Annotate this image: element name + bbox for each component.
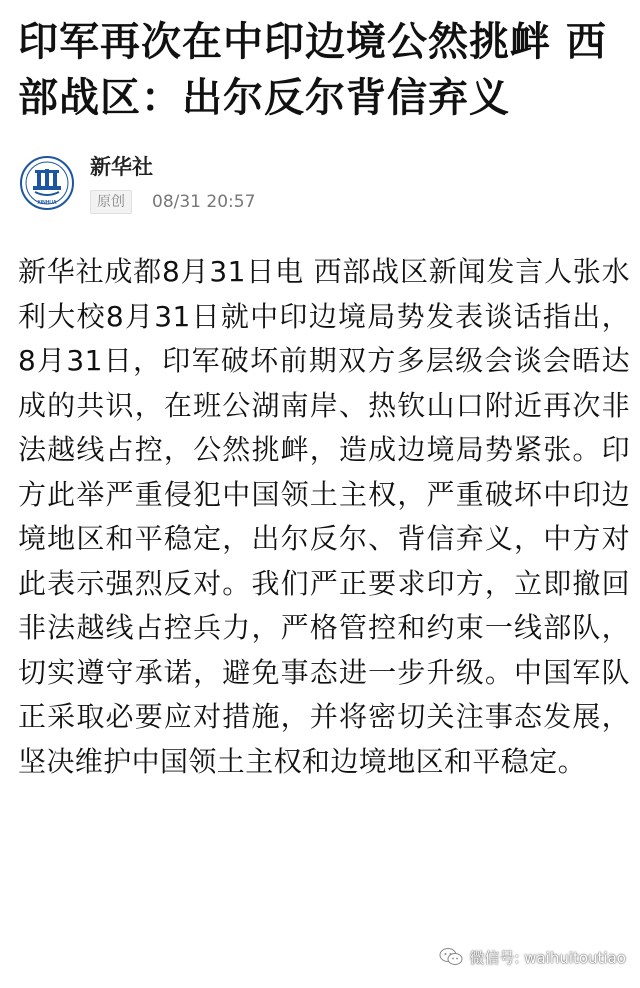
original-badge: 原创 xyxy=(90,190,132,214)
wechat-icon xyxy=(439,947,463,967)
watermark-text: 微信号: waihuitoutiao xyxy=(469,948,626,967)
author-row xyxy=(20,152,620,216)
article-body: 新华社成都8月31日电 西部战区新闻发言人张水利大校8月31日就中印边境局势发表谈话指出，8月31日，印军破坏前期双方多层级会谈会晤达成的共识，在班公湖南岸、热钦山口附近再次非法越线占控，公然挑衅，造成边境局势紧张。印方此举严重侵犯中国领土主权，严重破坏中印边境地区和平稳定，出尔反尔、背信弃义，中方对此表示强烈反对。我们严正要求印方，立即撤回非法越线占控兵力，严格管控和约束一线部队，切实遵守承诺，避免事态进一步升级。中国军队正采取必要应对措施，并将密切关注事态发展，坚决维护中国领土主权和边境地区和平稳定。 xyxy=(18,255,630,778)
watermark xyxy=(439,944,626,970)
xinhua-logo-icon[interactable] xyxy=(20,156,74,210)
publish-timestamp: 08/31 20:57 xyxy=(152,192,256,212)
article-title: 印军再次在中印边境公然挑衅 西部战区：出尔反尔背信弃义 xyxy=(18,19,607,121)
logo-text: XINHUA xyxy=(37,200,57,206)
source-name[interactable]: 新华社 xyxy=(90,155,153,179)
